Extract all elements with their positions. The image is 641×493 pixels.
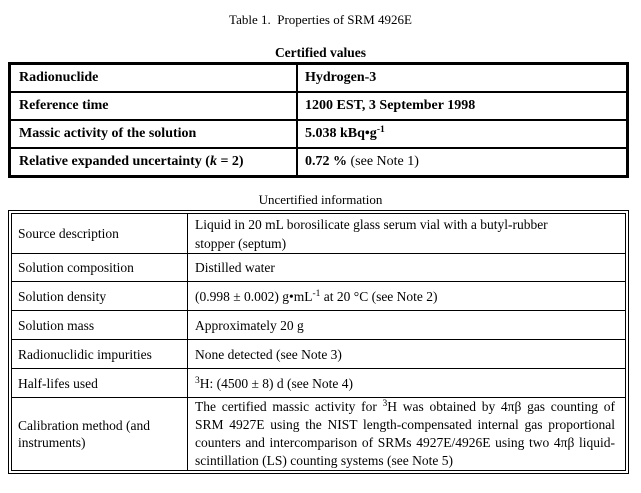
calibration-paragraph: The certified massic activity for $^3$H was obtained by 4πβ gas counting of SRM 4927E using the NIST length-compensated internal gas proportional counters and intercomparison of SRMs 4927E/4926E using two 4πβ liquid-scintillation (LS) counting systems (see Note 5) bbox=[195, 399, 615, 468]
table-row-solution-composition bbox=[12, 254, 625, 282]
row-value: 0.72 % (see Note 1) bbox=[305, 154, 419, 169]
row-value bbox=[188, 398, 625, 470]
superscript: 3 bbox=[195, 375, 200, 386]
table-row-reference-time bbox=[11, 93, 626, 121]
row-label: Massic activity of the solution bbox=[11, 121, 298, 147]
table-row-source-description bbox=[12, 214, 625, 254]
uncertified-information-heading: Uncertified information bbox=[258, 192, 383, 207]
table-row-massic-activity bbox=[11, 121, 626, 149]
row-value: Liquid in 20 mL borosilicate glass serum vial with a butyl-rubber stopper (septum) bbox=[195, 216, 548, 251]
row-label: Radionuclide bbox=[11, 65, 298, 91]
row-label: Radionuclidic impurities bbox=[12, 340, 188, 368]
table-row-solution-density bbox=[12, 282, 625, 311]
row-value: Approximately 20 g bbox=[195, 317, 304, 333]
row-value: 5.038 $kBq•g^{-1}$ bbox=[305, 125, 385, 141]
page-title: Table 1. Properties of SRM 4926E bbox=[229, 12, 412, 27]
table-row-uncertainty bbox=[11, 149, 626, 175]
superscript: -1 bbox=[312, 288, 321, 299]
row-label: Solution composition bbox=[12, 254, 188, 281]
table-row-radionuclidic-impurities bbox=[12, 340, 625, 369]
row-value: (0.998 ± 0.002) $g•mL^{-1}$ at 20 °C (see Note 2) bbox=[195, 288, 438, 304]
row-label: Half-lifes used bbox=[12, 369, 188, 397]
certified-values-table bbox=[8, 62, 629, 178]
row-label: Reference time bbox=[11, 93, 298, 119]
superscript: -1 bbox=[376, 125, 385, 135]
italic-k: k bbox=[209, 154, 217, 169]
row-value: $^3$H: (4500 ± 8) d (see Note 4) bbox=[195, 375, 353, 391]
row-label: Source description bbox=[12, 214, 188, 253]
certified-values-heading: Certified values bbox=[274, 45, 367, 60]
table-row-radionuclide bbox=[11, 65, 626, 93]
table-row-solution-mass bbox=[12, 311, 625, 340]
note-reference: (see Note 1) bbox=[347, 154, 419, 169]
uncertified-information-table bbox=[8, 210, 629, 474]
row-value: Distilled water bbox=[195, 260, 275, 275]
row-value: 1200 EST, 3 September 1998 bbox=[305, 98, 476, 113]
row-value: None detected (see Note 3) bbox=[195, 346, 342, 362]
row-value: Hydrogen-3 bbox=[305, 70, 377, 85]
row-label: Relative expanded uncertainty (k = 2) bbox=[11, 149, 298, 175]
row-label: Solution density bbox=[12, 282, 188, 310]
row-label: Calibration method (and instruments) bbox=[12, 398, 188, 470]
row-label: Solution mass bbox=[12, 311, 188, 339]
table-row-calibration-method bbox=[12, 398, 625, 470]
superscript: 3 bbox=[382, 399, 388, 409]
table-row-half-lifes bbox=[12, 369, 625, 398]
